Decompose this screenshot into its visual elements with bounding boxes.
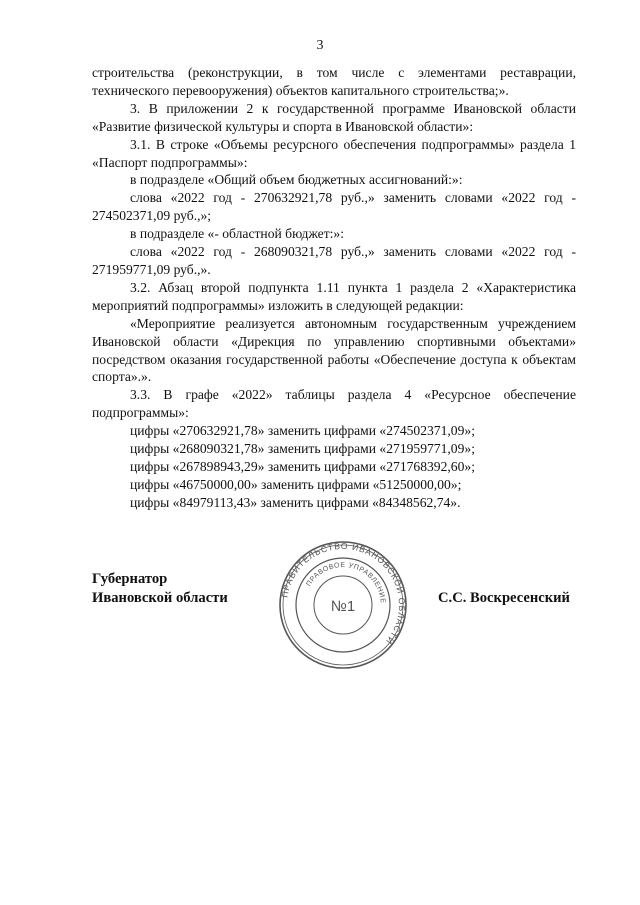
- paragraph-item-3-3: 3.3. В графе «2022» таблицы раздела 4 «Ресурсное обеспечение подпрограммы»:: [92, 387, 576, 421]
- official-seal-stamp: [278, 540, 408, 670]
- paragraph-item-3-2: 3.2. Абзац второй подпункта 1.11 пункта 1 раздела 2 «Характеристика мероприятий подпрограммы» изложить в следующей редакции:: [92, 279, 576, 313]
- signature-title-line1: Губернатор: [92, 571, 168, 587]
- signature-title: [92, 570, 228, 608]
- paragraph-replace-total: слова «2022 год - 270632921,78 руб.,» заменить словами «2022 год - 274502371,09 руб.,»;: [92, 190, 576, 224]
- paragraph-subsection-total: в подразделе «Общий объем бюджетных ассигнований:»:: [130, 172, 463, 188]
- paragraph-new-wording: «Мероприятие реализуется автономным государственным учреждением Ивановской области «Дирекция по управлению спортивными объектами» посредством оказания государственной работы «Обеспечение доступа к объектам спорта».».: [92, 315, 576, 385]
- paragraph-figures-2: цифры «268090321,78» заменить цифрами «271959771,09»;: [130, 441, 475, 457]
- paragraph-item-3: 3. В приложении 2 к государственной программе Ивановской области «Развитие физической культуры и спорта в Ивановской области»:: [92, 100, 576, 134]
- seal-inner-text: ПРАВОВОЕ УПРАВЛЕНИЕ: [305, 561, 387, 604]
- paragraph-replace-regional: слова «2022 год - 268090321,78 руб.,» заменить словами «2022 год - 271959771,09 руб.,».: [92, 244, 576, 277]
- document-body: [92, 64, 576, 512]
- paragraph-figures-1: цифры «270632921,78» заменить цифрами «274502371,09»;: [130, 423, 475, 439]
- svg-text:ПРАВИТЕЛЬСТВО ИВАНОВСКОЙ ОБЛАС: [279, 541, 407, 647]
- paragraph-figures-4: цифры «46750000,00» заменить цифрами «51250000,00»;: [130, 476, 462, 492]
- signatory-name: С.С. Воскресенский: [438, 590, 570, 606]
- paragraph-figures-5: цифры «84979113,43» заменить цифрами «84348562,74».: [130, 494, 461, 510]
- paragraph-item-3-1: 3.1. В строке «Объемы ресурсного обеспечения подпрограммы» раздела 1 «Паспорт подпрограммы»:: [92, 136, 576, 170]
- paragraph-subsection-regional: в подразделе «- областной бюджет:»:: [130, 226, 345, 242]
- signature-title-line2: Ивановской области: [92, 590, 228, 606]
- paragraph-continuation: строительства (реконструкции, в том числе с элементами реставрации, технического перевооружения) объектов капитального строительства;».: [92, 65, 576, 98]
- paragraph-figures-3: цифры «267898943,29» заменить цифрами «271768392,60»;: [130, 458, 475, 474]
- seal-number: №1: [330, 598, 356, 615]
- page-number: 3: [316, 38, 324, 53]
- seal-outer-text: ПРАВИТЕЛЬСТВО ИВАНОВСКОЙ ОБЛАСТИ: [279, 540, 408, 647]
